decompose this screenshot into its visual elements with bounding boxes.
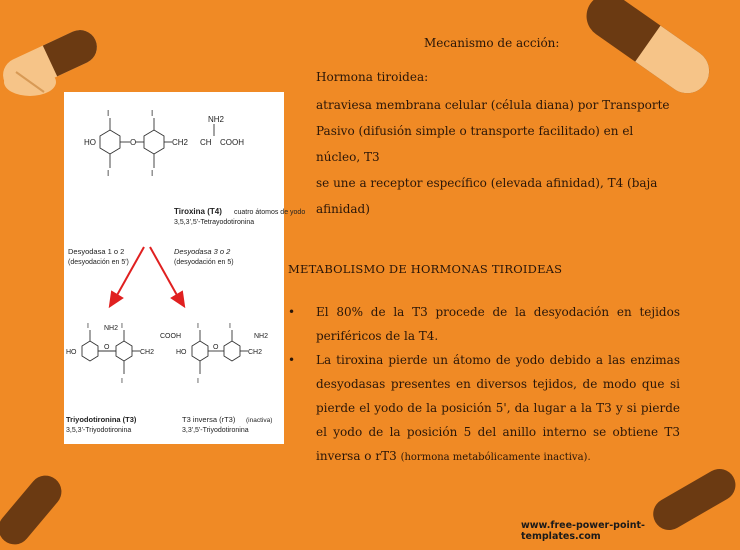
t3-ho-label: HO — [66, 349, 77, 356]
rt3-iodine-2: I — [197, 378, 199, 385]
paragraph-line: atraviesa membrana celular (célula diana) por Transporte — [316, 98, 670, 112]
t4-iodine-2: I — [107, 169, 110, 178]
bullet-item — [288, 348, 680, 470]
left-enzyme-label: Desyodasa 1 o 2 — [68, 247, 125, 256]
section-heading: METABOLISMO DE HORMONAS TIROIDEAS — [288, 262, 563, 276]
rt3-ho-label: HO — [176, 349, 187, 356]
t4-name-extra: cuatro átomos de yodo — [234, 209, 306, 216]
t4-iodine-3: I — [151, 109, 154, 118]
t4-ho-label: HO — [84, 138, 96, 147]
t4-ether-o-label: O — [130, 138, 137, 147]
bullet-dot: • — [288, 353, 296, 367]
rt3-name-extra: (inactiva) — [246, 417, 273, 424]
rt3-iodine-3: I — [229, 323, 231, 330]
t3-iupac-label: 3,5,3'-Triyodotironina — [66, 427, 132, 434]
rt3-ether-o-label: O — [213, 344, 219, 351]
t4-iodine-4: I — [151, 169, 154, 178]
footer-url: www.free-power-point-templates.com — [521, 520, 645, 542]
t4-iupac-label: 3,5,3',5'-Tetrayodotironina — [174, 219, 255, 226]
hormone-subtitle: Hormona tiroidea: — [316, 70, 429, 84]
t4-ch-label: CH — [200, 138, 212, 147]
bullet-list — [288, 300, 680, 470]
tablet-left-decoration — [2, 62, 62, 102]
t4-ring-outer — [100, 130, 120, 154]
t3-ch2-label: CH2 — [140, 349, 155, 356]
right-enzyme-label: Desyodasa 3 o 2 — [174, 247, 231, 256]
rt3-iupac-label: 3,3',5'-Triyodotironina — [182, 427, 249, 434]
paragraph-line: afinidad) — [316, 202, 370, 216]
pill-top-right-decoration — [574, 0, 724, 92]
bullet-tail-note: (hormona metabólicamente inactiva). — [400, 452, 591, 463]
paragraph-line: se une a receptor específico (elevada afinidad), T4 (baja — [316, 176, 658, 190]
t3-nh2-label: NH2 — [104, 325, 119, 332]
t3-iodine-1: I — [87, 323, 89, 330]
rt3-iodine-1: I — [197, 323, 199, 330]
t4-nh2-label: NH2 — [208, 115, 225, 124]
t4-name-label: Tiroxina (T4) — [174, 207, 222, 216]
bullet-item — [288, 300, 680, 348]
thyroid-hormone-metabolism-diagram — [64, 92, 306, 444]
slide-title: Mecanismo de acción: — [424, 36, 560, 50]
t3-cooh-label: COOH — [160, 333, 181, 340]
right-enzyme-detail: (desyodación en 5) — [174, 259, 234, 266]
t4-ring-inner — [144, 130, 164, 154]
rt3-ch2-label: CH2 — [248, 349, 263, 356]
t4-cooh-label: COOH — [220, 138, 244, 147]
bullet-text: La tiroxina pierde un átomo de yodo debido a las enzimas desyodasas presentes en diversos tejidos, de modo que si pierde el yodo de la posición 5', da lugar a la T3 y si pierde el yodo de la posición 5 del anillo interno se obtiene T3 inversa o rT3 — [316, 353, 680, 463]
rt3-nh2-label: NH2 — [254, 333, 269, 340]
mechanism-paragraph — [316, 92, 680, 222]
rt3-name-label: T3 inversa (rT3) — [182, 415, 236, 424]
paragraph-line: Pasivo (difusión simple o transporte facilitado) en el núcleo, T3 — [316, 124, 634, 164]
t4-iodine-1: I — [107, 109, 110, 118]
t3-iodine-3: I — [121, 378, 123, 385]
t3-iodine-2: I — [121, 323, 123, 330]
pill-bottom-left-decoration — [0, 470, 70, 550]
bullet-text: El 80% de la T3 procede de la desyodación en tejidos periféricos de la T4. — [316, 305, 680, 343]
bullet-dot: • — [288, 305, 296, 319]
left-enzyme-detail: (desyodación en 5') — [68, 259, 129, 266]
t3-ether-o-label: O — [104, 344, 110, 351]
t4-ch2-label: CH2 — [172, 138, 189, 147]
t3-name-label: Triyodotironina (T3) — [66, 415, 137, 424]
